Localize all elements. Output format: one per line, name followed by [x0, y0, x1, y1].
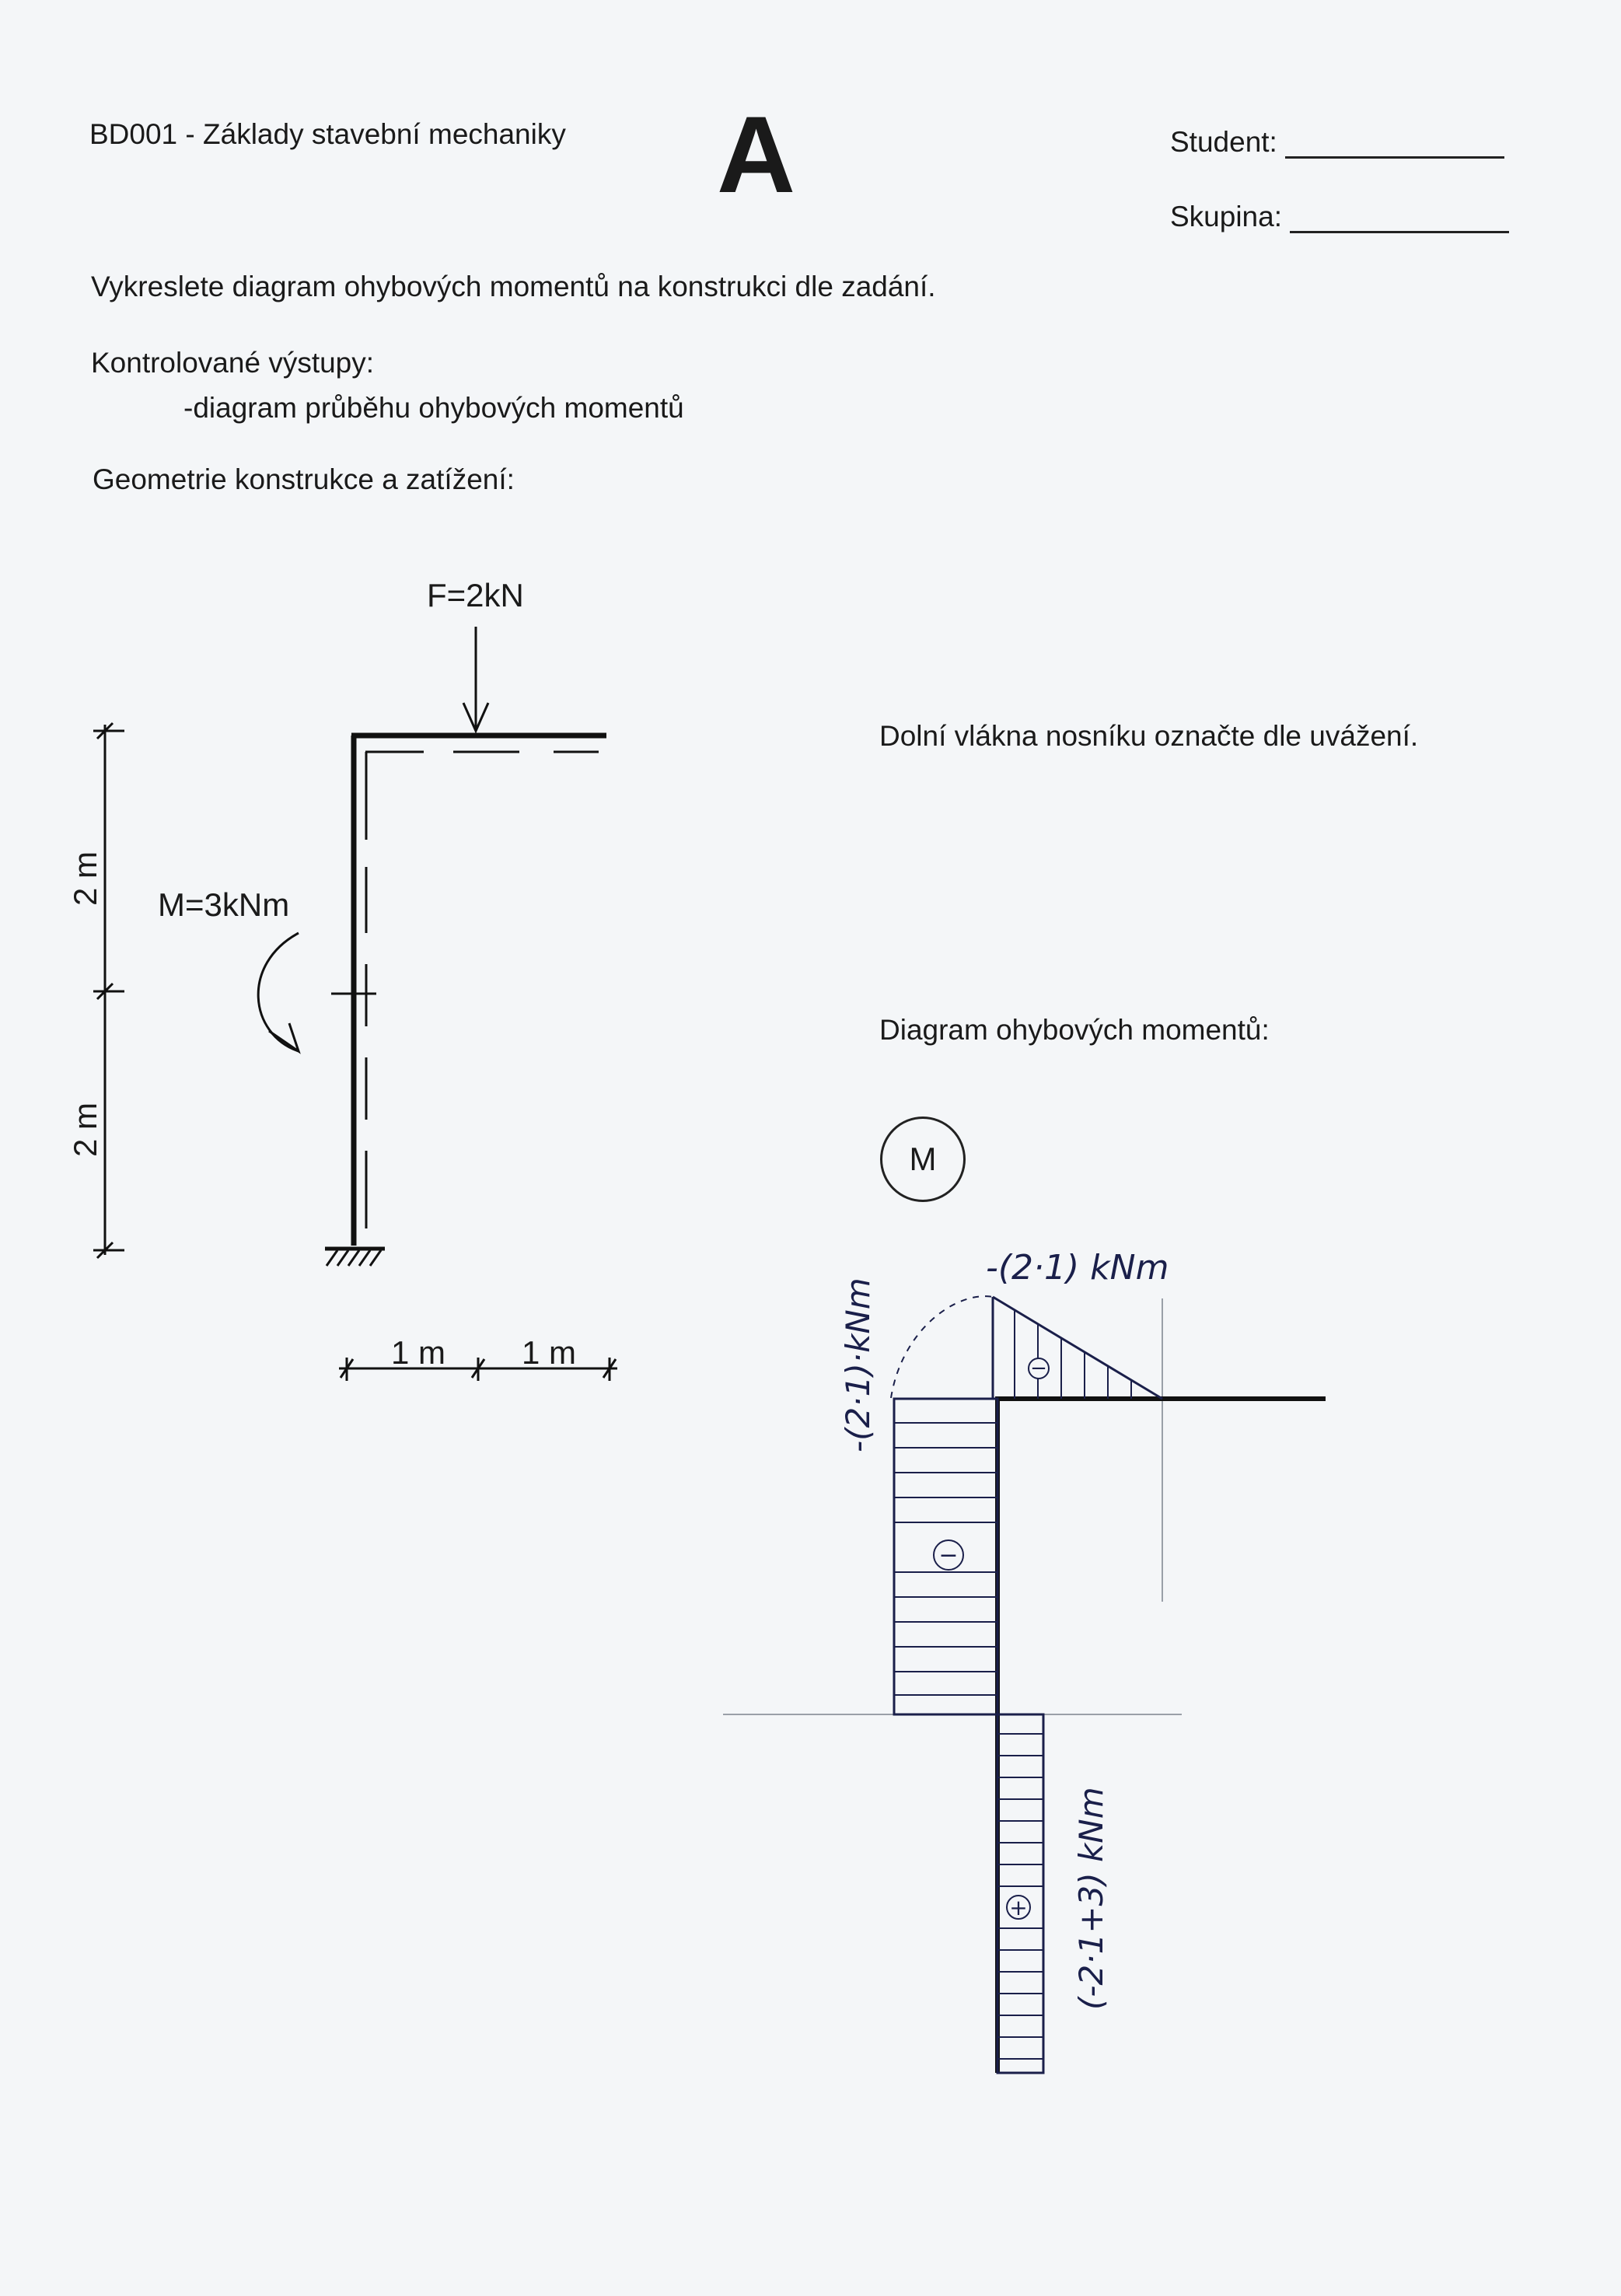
geometry-title: Geometrie konstrukce a zatížení:: [93, 463, 515, 495]
dim-upper-label: 2 m: [67, 851, 103, 906]
column-bottom-moment-value: (-2·1+3) kNm: [1072, 1787, 1110, 2010]
sign-column-top: −: [938, 1542, 959, 1569]
outputs-item: -diagram průběhu ohybových momentů: [183, 392, 684, 424]
support-hatch: [327, 1250, 381, 1266]
outputs-title: Kontrolované výstupy:: [91, 347, 375, 379]
force-label: F=2kN: [427, 577, 524, 613]
corner-transfer-arc: [891, 1296, 993, 1398]
column-top-moment-value: -(2·1)·kNm: [839, 1277, 877, 1452]
sign-column-bottom: +: [1009, 1895, 1028, 1920]
vertical-dimension: [93, 723, 124, 1258]
diagram-title: Diagram ohybových momentů:: [879, 1014, 1270, 1046]
column-lower-area: [997, 1714, 1043, 2073]
horizontal-dimension: [339, 1358, 617, 1381]
dim-lower-label: 2 m: [67, 1102, 103, 1157]
moment-symbol: M: [909, 1141, 937, 1177]
moment-diagram: [723, 1296, 1326, 2073]
variant-letter: A: [717, 93, 796, 215]
beam-hatch: [1015, 1310, 1131, 1399]
group-label: Skupina:: [1170, 201, 1282, 232]
student-label: Student:: [1170, 126, 1277, 158]
sign-beam: −: [1030, 1357, 1047, 1380]
dim-left-label: 1 m: [391, 1334, 446, 1371]
force-arrow-icon: [463, 627, 488, 731]
task-text: Vykreslete diagram ohybových momentů na konstrukci dle zadání.: [91, 271, 936, 302]
moment-label: M=3kNm: [158, 886, 290, 923]
beam-triangle-edge: [993, 1297, 1162, 1399]
frame-structure: [325, 736, 606, 1266]
fibers-note: Dolní vlákna nosníku označte dle uvážení.: [879, 720, 1419, 752]
course-title: BD001 - Základy stavební mechaniky: [89, 118, 566, 150]
dim-right-label: 1 m: [522, 1334, 577, 1371]
moment-arrow-icon: [258, 933, 299, 1051]
beam-moment-value: -(2·1) kNm: [986, 1248, 1169, 1288]
